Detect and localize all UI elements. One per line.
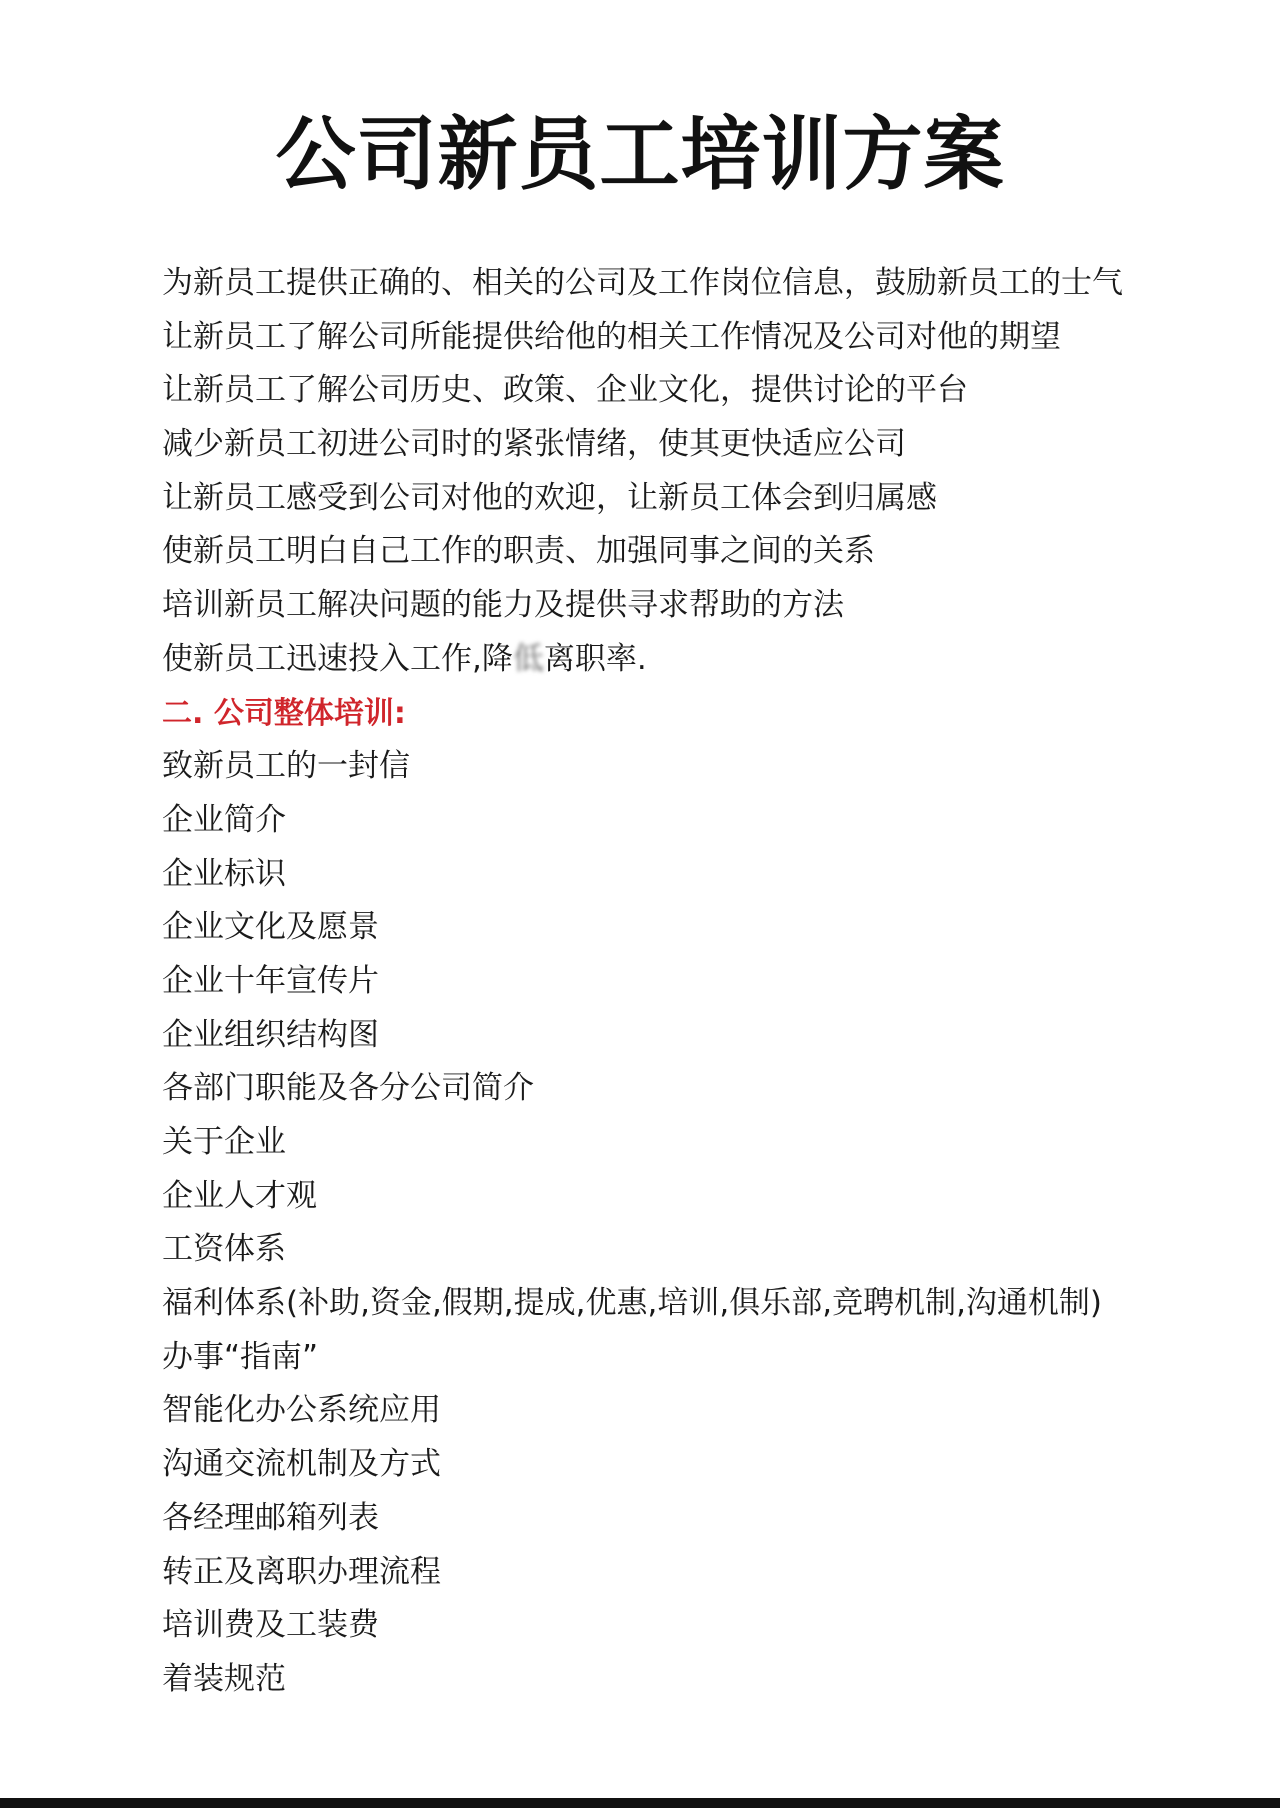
list-item: 致新员工的一封信 [162, 748, 410, 785]
intro-line: 让新员工感受到公司对他的欢迎，让新员工体会到归属感 [162, 479, 937, 516]
list-item: 企业组织结构图 [162, 1016, 379, 1053]
intro-line: 使新员工明白自己工作的职责、加强同事之间的关系 [162, 533, 875, 570]
list-item: 工资体系 [162, 1231, 286, 1268]
document-body [162, 257, 1242, 1707]
intro-last-before: 使新员工迅速投入工作,降 [162, 640, 513, 677]
intro-last-after: 离职率. [543, 640, 647, 677]
list-item: 着装规范 [162, 1660, 286, 1697]
document-title: 公司新员工培训方案 [275, 108, 1005, 201]
blurred-character: 低 [512, 640, 544, 677]
list-item: 智能化办公系统应用 [162, 1392, 441, 1429]
list-item: 各经理邮箱列表 [162, 1499, 379, 1536]
list-item: 企业人才观 [162, 1177, 317, 1214]
list-item: 办事“指南” [162, 1338, 319, 1375]
list-item: 福利体系(补助,资金,假期,提成,优惠,培训,俱乐部,竞聘机制,沟通机制) [162, 1285, 1103, 1322]
section-heading: 二. 公司整体培训: [162, 695, 406, 731]
intro-line: 减少新员工初进公司时的紧张情绪，使其更快适应公司 [162, 426, 906, 463]
intro-line: 为新员工提供正确的、相关的公司及工作岗位信息，鼓励新员工的士气 [162, 265, 1123, 301]
list-item: 企业文化及愿景 [162, 909, 379, 946]
list-item: 培训费及工装费 [162, 1607, 379, 1644]
intro-line: 让新员工了解公司历史、政策、企业文化，提供讨论的平台 [162, 372, 968, 409]
list-item: 关于企业 [162, 1124, 286, 1160]
list-item: 转正及离职办理流程 [162, 1553, 441, 1590]
intro-line-last [162, 633, 1242, 687]
list-item: 企业十年宣传片 [162, 962, 379, 999]
list-item: 企业标识 [162, 855, 286, 892]
list-item: 沟通交流机制及方式 [162, 1446, 441, 1483]
list-item: 企业简介 [162, 801, 286, 838]
intro-line: 培训新员工解决问题的能力及提供寻求帮助的方法 [162, 587, 844, 624]
intro-line: 让新员工了解公司所能提供给他的相关工作情况及公司对他的期望 [162, 318, 1061, 355]
bottom-border [0, 1798, 1280, 1808]
list-item: 各部门职能及各分公司简介 [162, 1070, 534, 1107]
